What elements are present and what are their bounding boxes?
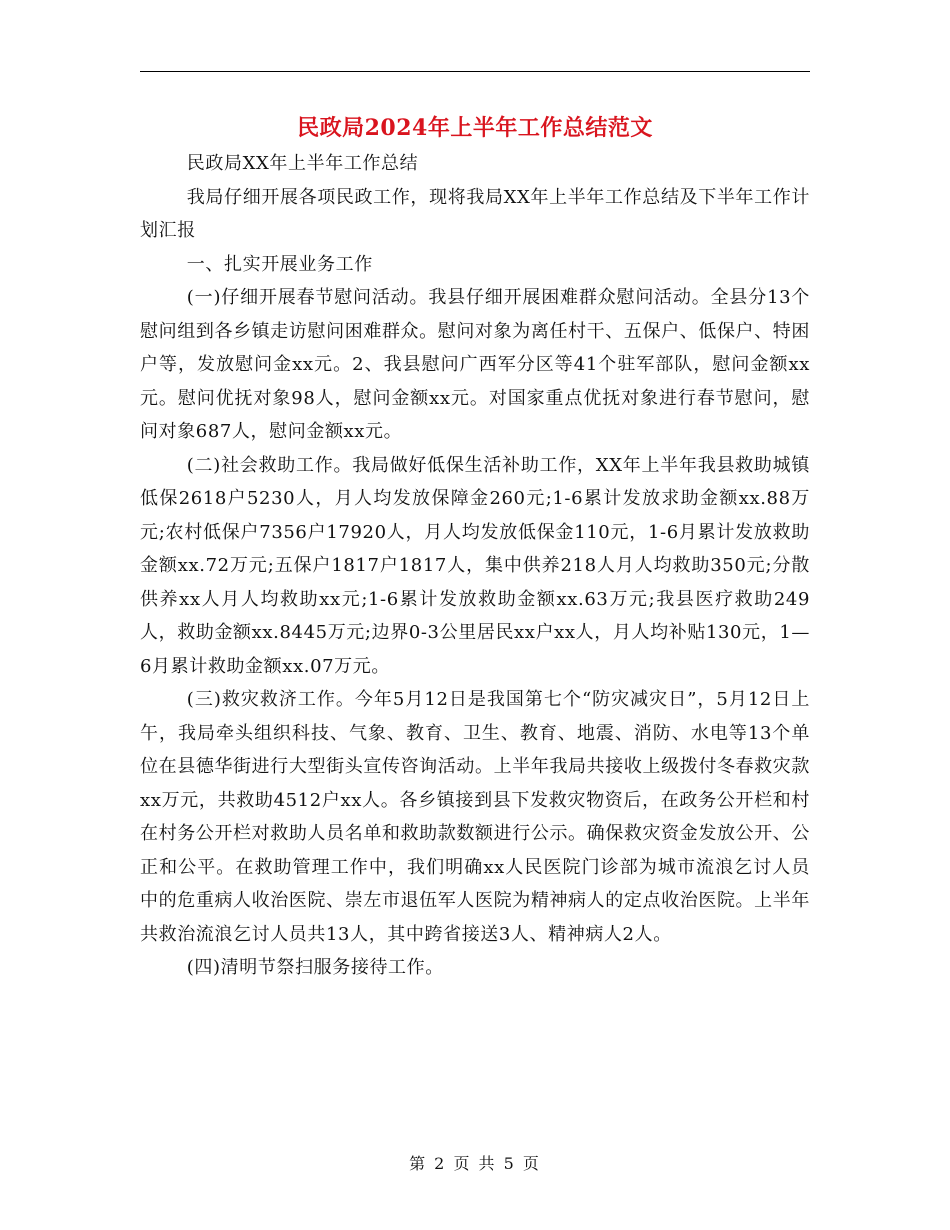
paragraph-intro: 我局仔细开展各项民政工作，现将我局XX年上半年工作总结及下半年工作计划汇报 — [140, 186, 810, 241]
paragraph-disaster-relief: (三)救灾救济工作。今年5月12日是我国第七个“防灾减灾日”，5月12日上午，我局牵头组织科技、气象、教育、卫生、教育、地震、消防、水电等13个单位在县德华街进行大型街头宣传咨询活动。上半年我局共接收上级拨付冬春救灾款xx万元，共救助4512户xx人。各乡镇接到县下发救灾物资后，在政务公开栏和村在村务公开栏对救助人员名单和救助款数额进行公示。确保救灾资金发放公开、公正和公平。在救助管理工作中，我们明确xx人民医院门诊部为城市流浪乞讨人员中的危重病人收治医院、崇左市退伍军人医院为精神病人的定点收治医院。上半年共救治流浪乞讨人员共13人，其中跨省接送3人、精神病人2人。 — [140, 689, 810, 945]
section-heading: 一、扎实开展业务工作 — [186, 253, 373, 275]
document-body — [140, 147, 810, 985]
paragraph-subtitle: 民政局XX年上半年工作总结 — [186, 153, 419, 174]
paragraph-spring-festival: (一)仔细开展春节慰问活动。我县仔细开展困难群众慰问活动。全县分13个慰问组到各乡镇走访慰问困难群众。慰问对象为离任村干、五保户、低保户、特困户等，发放慰问金xx元。2、我县慰问广西军分区等41个驻军部队，慰问金额xx元。慰问优抚对象98人，慰问金额xx元。对国家重点优抚对象进行春节慰问，慰问对象687人，慰问金额xx元。 — [140, 287, 810, 442]
header-rule — [140, 71, 810, 72]
page-number: 第 2 页 共 5 页 — [409, 1154, 541, 1173]
paragraph-social-assistance: (二)社会救助工作。我局做好低保生活补助工作，XX年上半年我县救助城镇低保2618户5230人，月人均发放保障金260元;1-6累计发放求助金额xx.88万元;农村低保户7356户17920人，月人均发放低保金110元，1-6月累计发放救助金额xx.72万元;五保户1817户1817人，集中供养218人月人均救助350元;分散供养xx人月人均救助xx元;1-6累计发放救助金额xx.63万元;我县医疗救助249人，救助金额xx.8445万元;边界0-3公里居民xx户xx人，月人均补贴130元，1—6月累计救助金额xx.07万元。 — [140, 454, 810, 677]
document-title: 民政局2024年上半年工作总结范文 — [297, 115, 653, 141]
paragraph-qingming: (四)清明节祭扫服务接待工作。 — [186, 957, 444, 978]
